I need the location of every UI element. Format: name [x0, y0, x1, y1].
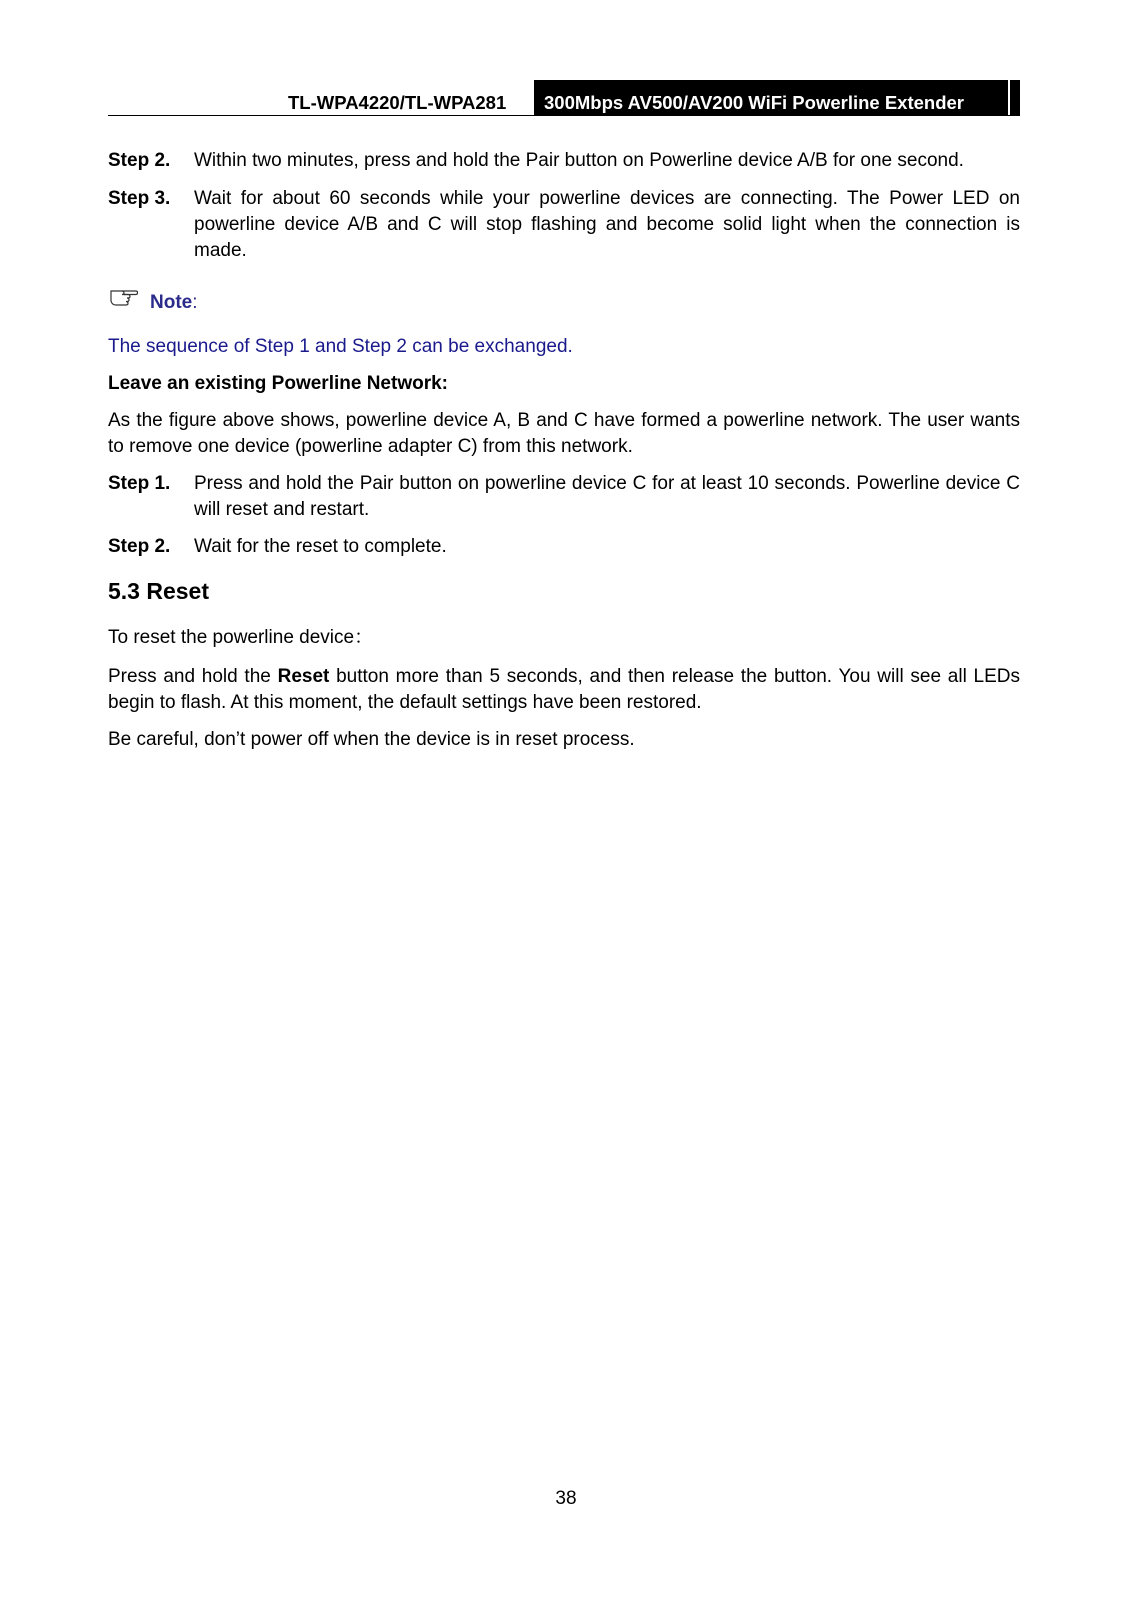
step-text: Wait for about 60 seconds while your powerline devices are connecting. The Power LED on powerline device A/B and C will stop flashing and become solid light when the connection is made.: [194, 188, 1020, 261]
note-label: Note:: [150, 292, 198, 313]
step-text: Press and hold the Pair button on powerline device C for at least 10 seconds. Powerline device C will reset and restart.: [194, 473, 1020, 520]
reset-instructions: Press and hold the Reset button more than 5 seconds, and then release the button. You will see all LEDs begin to flash. At this moment, the default settings have been restored.: [108, 666, 1021, 713]
leave-network-heading: Leave an existing Powerline Network:: [108, 373, 448, 394]
section-title-reset: 5.3 Reset: [108, 578, 210, 604]
reset-warning: Be careful, don’t power off when the device is in reset process.: [108, 729, 635, 750]
reset-keyword: Reset: [277, 666, 330, 687]
reset-intro: To reset the powerline device：: [108, 627, 374, 648]
step-label: Step 2.: [108, 150, 171, 171]
header-product-title: 300Mbps AV500/AV200 WiFi Powerline Extender: [534, 80, 1008, 116]
step-text: Wait for the reset to complete.: [194, 536, 447, 557]
header-box-edge: [1010, 80, 1020, 116]
leave-network-intro: As the figure above shows, powerline device A, B and C have formed a powerline network. The user wants to remove one device (powerline adapter C) from this network.: [108, 410, 1020, 457]
step-label: Step 3.: [108, 188, 171, 209]
step-label: Step 1.: [108, 473, 171, 494]
page-number: 38: [555, 1488, 577, 1509]
page-header: [108, 80, 1020, 116]
header-model: TL-WPA4220/TL-WPA281: [288, 92, 507, 113]
step-label: Step 2.: [108, 536, 171, 557]
step-text: Within two minutes, press and hold the Pair button on Powerline device A/B for one second.: [194, 150, 964, 171]
note-text: The sequence of Step 1 and Step 2 can be exchanged.: [108, 336, 573, 357]
pointing-hand-icon: [108, 284, 138, 308]
